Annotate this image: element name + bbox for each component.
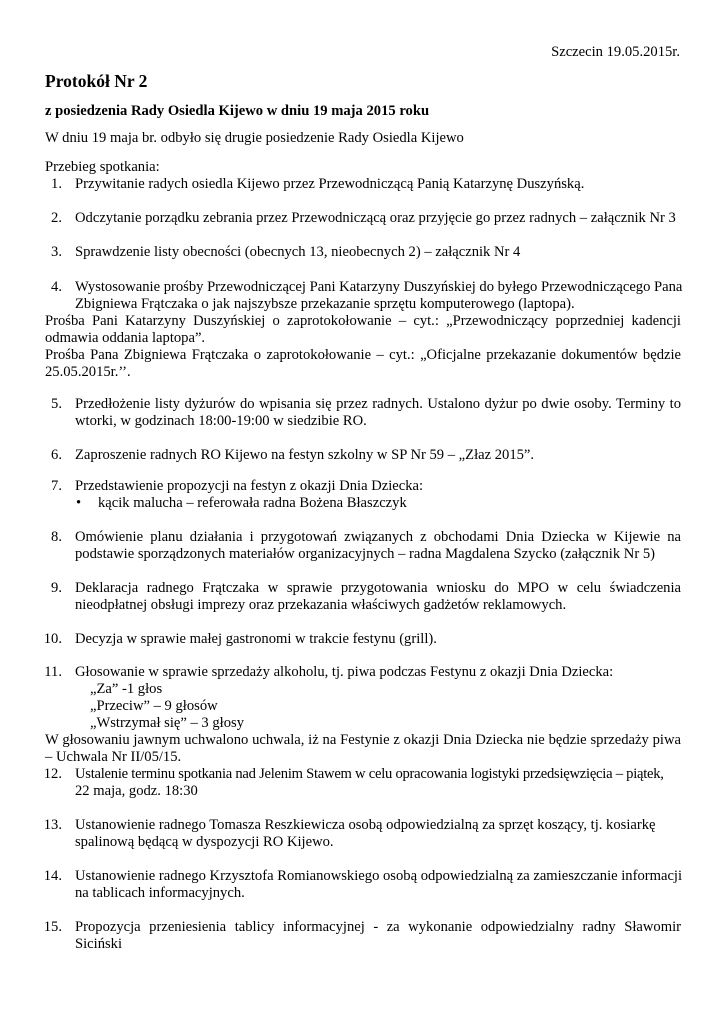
document-subtitle: z posiedzenia Rady Osiedla Kijewo w dniu 19 maja 2015 roku <box>45 103 430 119</box>
list-item-text: Zaproszenie radnych RO Kijewo na festyn szkolny w SP Nr 59 – „Złaz 2015”. <box>75 447 535 463</box>
list-item-text-line-1: Omówienie planu działania i przygotowań związanych z obchodami Dnia Dziecka w Kijewie na <box>75 529 681 545</box>
list-number: 7. <box>51 478 62 494</box>
list-item-text-line-2: spalinową będącą w dyspozycji RO Kijewo. <box>75 834 334 850</box>
bullet-icon: • <box>76 495 82 511</box>
note-line-1: Prośba Pana Zbigniewa Frątczaka o zaprotokołowanie – cyt.: „Oficjalne przekazanie dokumentów będzie <box>45 347 681 363</box>
list-item-text: Decyzja w sprawie małej gastronomi w trakcie festynu (grill). <box>75 631 437 647</box>
list-item-text-line-1: Deklaracja radnego Frątczaka w sprawie przygotowania wniosku do MPO w celu świadczenia <box>75 580 681 596</box>
list-number: 1. <box>51 176 62 192</box>
list-item-text-line-2: Siciński <box>75 936 123 952</box>
list-item-text: Przedstawienie propozycji na festyn z okazji Dnia Dziecka: <box>75 478 424 494</box>
list-item-text-line-2: wtorki, w godzinach 18:00-19:00 w siedzibie RO. <box>75 413 367 429</box>
vote-abstain: „Wstrzymał się” – 3 głosy <box>90 715 245 731</box>
list-item-text-line-2: 22 maja, godz. 18:30 <box>75 783 198 799</box>
list-item-text-line-1: Ustalenie terminu spotkania nad Jelenim Stawem w celu opracowania logistyki przedsięwzięcia – piątek, <box>75 766 664 782</box>
list-item-text-line-2: podstawie sporządzonych materiałów organizacyjnych – radna Magdalena Szycko (załącznik Nr 5) <box>75 546 656 562</box>
list-number: 14. <box>43 868 62 884</box>
list-number: 10. <box>43 631 62 647</box>
list-number: 15. <box>43 919 62 935</box>
list-item-text: Odczytanie porządku zebrania przez Przewodniczącą oraz przyjęcie go przez radnych – załącznik Nr 3 <box>75 210 676 226</box>
list-number: 2. <box>51 210 62 226</box>
list-number: 13. <box>43 817 62 833</box>
list-item-text-line-1: Przedłożenie listy dyżurów do wpisania się przez radnych. Ustalono dyżur po dwie osoby. Terminy to <box>75 396 681 412</box>
vote-for: „Za” -1 głos <box>90 681 163 697</box>
list-item-text-line-2: na tablicach informacyjnych. <box>75 885 245 901</box>
resolution-line-1: W głosowaniu jawnym uchwalono uchwala, iż na Festynie z okazji Dnia Dziecka nie będzie sprzedaży piwa <box>45 732 681 748</box>
note-line-2: odmawia oddania laptopa”. <box>45 330 206 346</box>
intro-paragraph: W dniu 19 maja br. odbyło się drugie posiedzenie Rady Osiedla Kijewo <box>45 130 464 146</box>
bullet-text: kącik malucha – referowała radna Bożena Błaszczyk <box>98 495 407 511</box>
agenda-heading: Przebieg spotkania: <box>45 159 160 175</box>
list-number: 12. <box>43 766 62 782</box>
list-number: 8. <box>51 529 62 545</box>
note-line-2: 25.05.2015r.’’. <box>45 364 131 380</box>
list-number: 6. <box>51 447 62 463</box>
list-item-text-line-1: Propozycja przeniesienia tablicy informacyjnej - za wykonanie odpowiedzialny radny Sławomir <box>75 919 681 935</box>
list-item-text: Przywitanie radych osiedla Kijewo przez Przewodniczącą Panią Katarzynę Duszyńską. <box>75 176 585 192</box>
document-date: Szczecin 19.05.2015r. <box>551 44 680 60</box>
list-number: 11. <box>44 664 62 680</box>
vote-against: „Przeciw” – 9 głosów <box>90 698 218 714</box>
note-line-1: Prośba Pani Katarzyny Duszyńskiej o zaprotokołowanie – cyt.: „Przewodniczący poprzedniej kadencji <box>45 313 681 329</box>
list-item-text-line-1: Ustanowienie radnego Tomasza Reszkiewicza osobą odpowiedzialną za sprzęt koszący, tj. kosiarkę <box>75 817 656 833</box>
list-item-text-line-1: Wystosowanie prośby Przewodniczącej Pani Katarzyny Duszyńskiej do byłego Przewodniczącego Pana <box>75 279 683 295</box>
list-item-text: Głosowanie w sprawie sprzedaży alkoholu, tj. piwa podczas Festynu z okazji Dnia Dziecka: <box>75 664 614 680</box>
list-item-text-line-2: nieodpłatnej obsługi imprezy oraz przekazania właściwych gadżetów reklamowych. <box>75 597 567 613</box>
list-item-text-line-1: Ustanowienie radnego Krzysztofa Romianowskiego osobą odpowiedzialną za zamieszczanie informacji <box>75 868 683 884</box>
list-number: 9. <box>51 580 62 596</box>
document-title: Protokół Nr 2 <box>45 71 148 91</box>
list-item-text: Sprawdzenie listy obecności (obecnych 13, nieobecnych 2) – załącznik Nr 4 <box>75 244 521 260</box>
list-number: 5. <box>51 396 62 412</box>
list-number: 4. <box>51 279 62 295</box>
list-number: 3. <box>51 244 62 260</box>
resolution-line-2: – Uchwala Nr II/05/15. <box>45 749 182 765</box>
list-item-text-line-2: Zbigniewa Frątczaka o jak najszybsze przekazanie sprzętu komputerowego (laptopa). <box>75 296 575 312</box>
